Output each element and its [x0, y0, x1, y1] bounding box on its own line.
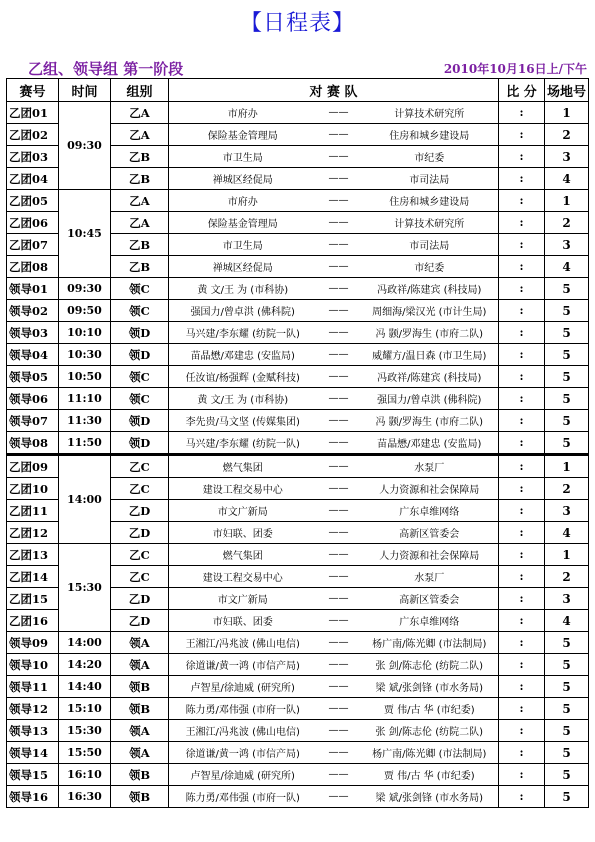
- table-row: [7, 344, 589, 366]
- table-row: [7, 410, 589, 432]
- team2-cell: 住房和城乡建设局: [361, 190, 499, 212]
- versus-dash: ——: [317, 278, 361, 300]
- team1-cell: 市妇联、团委: [169, 522, 317, 544]
- versus-dash: ——: [317, 610, 361, 632]
- team1-cell: 保险基金管理局: [169, 124, 317, 146]
- match-number-cell: 乙团09: [7, 455, 59, 478]
- venue-cell: 5: [545, 366, 589, 388]
- venue-cell: 3: [545, 588, 589, 610]
- versus-dash: ——: [317, 566, 361, 588]
- match-number-cell: 领导05: [7, 366, 59, 388]
- versus-dash: ——: [317, 256, 361, 278]
- team2-cell: 张 剑/陈志伦 (纺院二队): [361, 654, 499, 676]
- versus-dash: ——: [317, 432, 361, 455]
- table-row: [7, 278, 589, 300]
- time-cell: 15:10: [59, 698, 111, 720]
- table-row: [7, 190, 589, 212]
- team2-cell: 杨广南/陈光卿 (市法制局): [361, 742, 499, 764]
- time-cell: 16:30: [59, 786, 111, 808]
- team1-cell: 市文广新局: [169, 588, 317, 610]
- versus-dash: ——: [317, 168, 361, 190]
- score-cell: :: [499, 676, 545, 698]
- score-cell: :: [499, 478, 545, 500]
- venue-cell: 5: [545, 278, 589, 300]
- match-number-cell: 乙团15: [7, 588, 59, 610]
- team1-cell: 徐道谦/黄一鸿 (市信产局): [169, 742, 317, 764]
- match-number-cell: 乙团10: [7, 478, 59, 500]
- table-row: [7, 764, 589, 786]
- time-cell: 10:50: [59, 366, 111, 388]
- table-row: [7, 632, 589, 654]
- score-cell: :: [499, 256, 545, 278]
- venue-cell: 2: [545, 478, 589, 500]
- team1-cell: 李先贵/马文坚 (传媒集团): [169, 410, 317, 432]
- venue-cell: 5: [545, 742, 589, 764]
- venue-cell: 1: [545, 544, 589, 566]
- match-number-cell: 乙团02: [7, 124, 59, 146]
- venue-cell: 1: [545, 102, 589, 124]
- venue-cell: 2: [545, 212, 589, 234]
- team1-cell: 建设工程交易中心: [169, 566, 317, 588]
- group-cell: 乙D: [111, 588, 169, 610]
- team2-cell: 冯政祥/陈建宾 (科技局): [361, 278, 499, 300]
- team1-cell: 黄 文/王 为 (市科协): [169, 278, 317, 300]
- page-title: 【日程表】: [239, 11, 355, 36]
- match-number-cell: 乙团08: [7, 256, 59, 278]
- team1-cell: 市卫生局: [169, 146, 317, 168]
- team2-cell: 市纪委: [361, 146, 499, 168]
- team2-cell: 冯政祥/陈建宾 (科技局): [361, 366, 499, 388]
- venue-cell: 5: [545, 632, 589, 654]
- venue-cell: 5: [545, 344, 589, 366]
- match-number-cell: 领导04: [7, 344, 59, 366]
- versus-dash: ——: [317, 322, 361, 344]
- score-cell: :: [499, 124, 545, 146]
- venue-cell: 3: [545, 146, 589, 168]
- schedule-table: [6, 78, 589, 808]
- group-cell: 乙B: [111, 234, 169, 256]
- group-cell: 乙C: [111, 544, 169, 566]
- score-cell: :: [499, 698, 545, 720]
- venue-cell: 2: [545, 124, 589, 146]
- group-cell: 乙A: [111, 124, 169, 146]
- team2-cell: 人力资源和社会保障局: [361, 544, 499, 566]
- venue-cell: 1: [545, 190, 589, 212]
- venue-cell: 5: [545, 786, 589, 808]
- match-number-cell: 领导12: [7, 698, 59, 720]
- venue-cell: 5: [545, 300, 589, 322]
- team1-cell: 禅城区经促局: [169, 168, 317, 190]
- time-cell: 15:50: [59, 742, 111, 764]
- versus-dash: ——: [317, 654, 361, 676]
- venue-cell: 5: [545, 698, 589, 720]
- team1-cell: 市府办: [169, 190, 317, 212]
- team2-cell: 周细海/梁汉光 (市计生局): [361, 300, 499, 322]
- match-number-cell: 乙团13: [7, 544, 59, 566]
- team2-cell: 计算技术研究所: [361, 102, 499, 124]
- team2-cell: 水泵厂: [361, 455, 499, 478]
- team1-cell: 苗晶懋/邓建忠 (安监局): [169, 344, 317, 366]
- venue-cell: 4: [545, 610, 589, 632]
- header-row: [7, 79, 589, 102]
- table-row: [7, 654, 589, 676]
- score-cell: :: [499, 410, 545, 432]
- venue-cell: 1: [545, 455, 589, 478]
- match-number-cell: 领导01: [7, 278, 59, 300]
- versus-dash: ——: [317, 698, 361, 720]
- team1-cell: 卢智星/徐迪威 (研究所): [169, 764, 317, 786]
- score-cell: :: [499, 764, 545, 786]
- time-cell: 14:40: [59, 676, 111, 698]
- match-number-cell: 领导16: [7, 786, 59, 808]
- versus-dash: ——: [317, 102, 361, 124]
- score-cell: :: [499, 344, 545, 366]
- team1-cell: 王湘江/冯兆波 (佛山电信): [169, 720, 317, 742]
- match-number-cell: 乙团05: [7, 190, 59, 212]
- header-time: 时间: [59, 79, 111, 102]
- team2-cell: 市纪委: [361, 256, 499, 278]
- team2-cell: 贾 伟/古 华 (市纪委): [361, 764, 499, 786]
- versus-dash: ——: [317, 720, 361, 742]
- team1-cell: 禅城区经促局: [169, 256, 317, 278]
- time-cell: 16:10: [59, 764, 111, 786]
- versus-dash: ——: [317, 632, 361, 654]
- score-cell: :: [499, 632, 545, 654]
- versus-dash: ——: [317, 388, 361, 410]
- versus-dash: ——: [317, 366, 361, 388]
- team2-cell: 住房和城乡建设局: [361, 124, 499, 146]
- versus-dash: ——: [317, 676, 361, 698]
- versus-dash: ——: [317, 344, 361, 366]
- versus-dash: ——: [317, 742, 361, 764]
- table-row: [7, 455, 589, 478]
- match-number-cell: 乙团04: [7, 168, 59, 190]
- venue-cell: 5: [545, 676, 589, 698]
- table-row: [7, 102, 589, 124]
- team2-cell: 广东卓维网络: [361, 500, 499, 522]
- versus-dash: ——: [317, 455, 361, 478]
- group-cell: 乙B: [111, 256, 169, 278]
- group-cell: 领A: [111, 654, 169, 676]
- match-number-cell: 乙团07: [7, 234, 59, 256]
- group-cell: 乙D: [111, 610, 169, 632]
- venue-cell: 4: [545, 168, 589, 190]
- score-cell: :: [499, 432, 545, 455]
- match-number-cell: 领导03: [7, 322, 59, 344]
- team1-cell: 市文广新局: [169, 500, 317, 522]
- time-cell: 11:50: [59, 432, 111, 455]
- match-number-cell: 乙团01: [7, 102, 59, 124]
- team2-cell: 高新区管委会: [361, 522, 499, 544]
- team2-cell: 广东卓维网络: [361, 610, 499, 632]
- group-cell: 领B: [111, 786, 169, 808]
- group-cell: 乙A: [111, 212, 169, 234]
- team2-cell: 计算技术研究所: [361, 212, 499, 234]
- venue-cell: 4: [545, 522, 589, 544]
- versus-dash: ——: [317, 786, 361, 808]
- score-cell: :: [499, 500, 545, 522]
- time-cell: 11:30: [59, 410, 111, 432]
- venue-cell: 5: [545, 654, 589, 676]
- team2-cell: 冯 颢/罗海生 (市府二队): [361, 322, 499, 344]
- time-cell: 15:30: [59, 544, 111, 632]
- group-cell: 领B: [111, 676, 169, 698]
- time-cell: 15:30: [59, 720, 111, 742]
- table-row: [7, 322, 589, 344]
- team1-cell: 马兴建/李东耀 (纺院一队): [169, 432, 317, 455]
- table-row: [7, 742, 589, 764]
- venue-cell: 5: [545, 410, 589, 432]
- team1-cell: 陈力勇/邓伟强 (市府一队): [169, 698, 317, 720]
- versus-dash: ——: [317, 522, 361, 544]
- match-number-cell: 领导07: [7, 410, 59, 432]
- versus-dash: ——: [317, 544, 361, 566]
- team2-cell: 张 剑/陈志伦 (纺院二队): [361, 720, 499, 742]
- team1-cell: 卢智星/徐迪威 (研究所): [169, 676, 317, 698]
- venue-cell: 5: [545, 388, 589, 410]
- time-cell: 14:00: [59, 632, 111, 654]
- group-cell: 乙D: [111, 522, 169, 544]
- group-cell: 乙A: [111, 190, 169, 212]
- team1-cell: 强国力/曾卓洪 (佛科院): [169, 300, 317, 322]
- time-cell: 10:45: [59, 190, 111, 278]
- match-number-cell: 领导10: [7, 654, 59, 676]
- score-cell: :: [499, 190, 545, 212]
- group-cell: 领C: [111, 388, 169, 410]
- table-row: [7, 300, 589, 322]
- group-cell: 领C: [111, 366, 169, 388]
- time-cell: 09:50: [59, 300, 111, 322]
- team1-cell: 建设工程交易中心: [169, 478, 317, 500]
- versus-dash: ——: [317, 212, 361, 234]
- group-cell: 领B: [111, 698, 169, 720]
- versus-dash: ——: [317, 500, 361, 522]
- group-cell: 领D: [111, 322, 169, 344]
- match-number-cell: 乙团03: [7, 146, 59, 168]
- table-row: [7, 388, 589, 410]
- score-cell: :: [499, 786, 545, 808]
- team1-cell: 燃气集团: [169, 455, 317, 478]
- match-number-cell: 领导14: [7, 742, 59, 764]
- score-cell: :: [499, 522, 545, 544]
- versus-dash: ——: [317, 410, 361, 432]
- table-row: [7, 720, 589, 742]
- match-number-cell: 乙团06: [7, 212, 59, 234]
- team1-cell: 徐道谦/黄一鸿 (市信产局): [169, 654, 317, 676]
- match-number-cell: 领导11: [7, 676, 59, 698]
- match-number-cell: 领导09: [7, 632, 59, 654]
- header-venue: 场地号: [545, 79, 589, 102]
- team1-cell: 市妇联、团委: [169, 610, 317, 632]
- time-cell: 14:00: [59, 455, 111, 544]
- team2-cell: 市司法局: [361, 168, 499, 190]
- versus-dash: ——: [317, 588, 361, 610]
- group-cell: 领B: [111, 764, 169, 786]
- score-cell: :: [499, 588, 545, 610]
- team2-cell: 市司法局: [361, 234, 499, 256]
- score-cell: :: [499, 146, 545, 168]
- time-cell: 11:10: [59, 388, 111, 410]
- team2-cell: 冯 颢/罗海生 (市府二队): [361, 410, 499, 432]
- time-cell: 09:30: [59, 102, 111, 190]
- schedule-body: [7, 102, 589, 808]
- header-match-no: 赛号: [7, 79, 59, 102]
- team1-cell: 王湘江/冯兆波 (佛山电信): [169, 632, 317, 654]
- match-number-cell: 领导02: [7, 300, 59, 322]
- table-row: [7, 544, 589, 566]
- match-number-cell: 乙团14: [7, 566, 59, 588]
- score-cell: :: [499, 742, 545, 764]
- score-cell: :: [499, 278, 545, 300]
- group-cell: 领D: [111, 432, 169, 455]
- group-cell: 领A: [111, 742, 169, 764]
- stage-subtitle: 乙组、领导组 第一阶段: [28, 60, 184, 78]
- group-cell: 领D: [111, 410, 169, 432]
- match-number-cell: 领导06: [7, 388, 59, 410]
- group-cell: 乙C: [111, 478, 169, 500]
- group-cell: 乙A: [111, 102, 169, 124]
- team1-cell: 市府办: [169, 102, 317, 124]
- match-number-cell: 乙团12: [7, 522, 59, 544]
- group-cell: 领A: [111, 720, 169, 742]
- table-row: [7, 698, 589, 720]
- versus-dash: ——: [317, 300, 361, 322]
- team2-cell: 梁 斌/张剑锋 (市水务局): [361, 786, 499, 808]
- versus-dash: ——: [317, 124, 361, 146]
- versus-dash: ——: [317, 234, 361, 256]
- venue-cell: 5: [545, 432, 589, 455]
- venue-cell: 2: [545, 566, 589, 588]
- venue-cell: 5: [545, 720, 589, 742]
- header-opponents: 对 赛 队: [169, 79, 499, 102]
- score-cell: :: [499, 610, 545, 632]
- score-cell: :: [499, 366, 545, 388]
- group-cell: 乙C: [111, 455, 169, 478]
- team1-cell: 任汝谊/杨强辉 (金赋科技): [169, 366, 317, 388]
- header-score: 比 分: [499, 79, 545, 102]
- team1-cell: 燃气集团: [169, 544, 317, 566]
- group-cell: 乙C: [111, 566, 169, 588]
- team1-cell: 市卫生局: [169, 234, 317, 256]
- versus-dash: ——: [317, 190, 361, 212]
- table-row: [7, 676, 589, 698]
- venue-cell: 3: [545, 500, 589, 522]
- match-number-cell: 领导13: [7, 720, 59, 742]
- team2-cell: 高新区管委会: [361, 588, 499, 610]
- score-cell: :: [499, 566, 545, 588]
- versus-dash: ——: [317, 478, 361, 500]
- time-cell: 10:10: [59, 322, 111, 344]
- group-cell: 乙B: [111, 168, 169, 190]
- score-cell: :: [499, 212, 545, 234]
- table-row: [7, 786, 589, 808]
- score-cell: :: [499, 300, 545, 322]
- group-cell: 乙B: [111, 146, 169, 168]
- schedule-date: 2010年10月16日上/下午: [443, 62, 587, 76]
- time-cell: 14:20: [59, 654, 111, 676]
- score-cell: :: [499, 234, 545, 256]
- score-cell: :: [499, 455, 545, 478]
- match-number-cell: 领导15: [7, 764, 59, 786]
- score-cell: :: [499, 388, 545, 410]
- versus-dash: ——: [317, 764, 361, 786]
- match-number-cell: 乙团11: [7, 500, 59, 522]
- group-cell: 领C: [111, 300, 169, 322]
- team1-cell: 马兴建/李东耀 (纺院一队): [169, 322, 317, 344]
- team1-cell: 保险基金管理局: [169, 212, 317, 234]
- team2-cell: 威耀方/温日森 (市卫生局): [361, 344, 499, 366]
- match-number-cell: 领导08: [7, 432, 59, 455]
- team2-cell: 人力资源和社会保障局: [361, 478, 499, 500]
- venue-cell: 5: [545, 764, 589, 786]
- group-cell: 乙D: [111, 500, 169, 522]
- match-number-cell: 乙团16: [7, 610, 59, 632]
- team1-cell: 黄 文/王 为 (市科协): [169, 388, 317, 410]
- venue-cell: 3: [545, 234, 589, 256]
- versus-dash: ——: [317, 146, 361, 168]
- score-cell: :: [499, 544, 545, 566]
- header-group: 组别: [111, 79, 169, 102]
- table-row: [7, 366, 589, 388]
- team2-cell: 杨广南/陈光卿 (市法制局): [361, 632, 499, 654]
- venue-cell: 4: [545, 256, 589, 278]
- team2-cell: 苗晶懋/邓建忠 (安监局): [361, 432, 499, 455]
- table-row: [7, 432, 589, 455]
- team2-cell: 梁 斌/张剑锋 (市水务局): [361, 676, 499, 698]
- team2-cell: 强国力/曾卓洪 (佛科院): [361, 388, 499, 410]
- group-cell: 领A: [111, 632, 169, 654]
- score-cell: :: [499, 654, 545, 676]
- group-cell: 领D: [111, 344, 169, 366]
- group-cell: 领C: [111, 278, 169, 300]
- score-cell: :: [499, 720, 545, 742]
- venue-cell: 5: [545, 322, 589, 344]
- team1-cell: 陈力勇/邓伟强 (市府一队): [169, 786, 317, 808]
- team2-cell: 贾 伟/古 华 (市纪委): [361, 698, 499, 720]
- time-cell: 10:30: [59, 344, 111, 366]
- score-cell: :: [499, 322, 545, 344]
- score-cell: :: [499, 102, 545, 124]
- time-cell: 09:30: [59, 278, 111, 300]
- score-cell: :: [499, 168, 545, 190]
- team2-cell: 水泵厂: [361, 566, 499, 588]
